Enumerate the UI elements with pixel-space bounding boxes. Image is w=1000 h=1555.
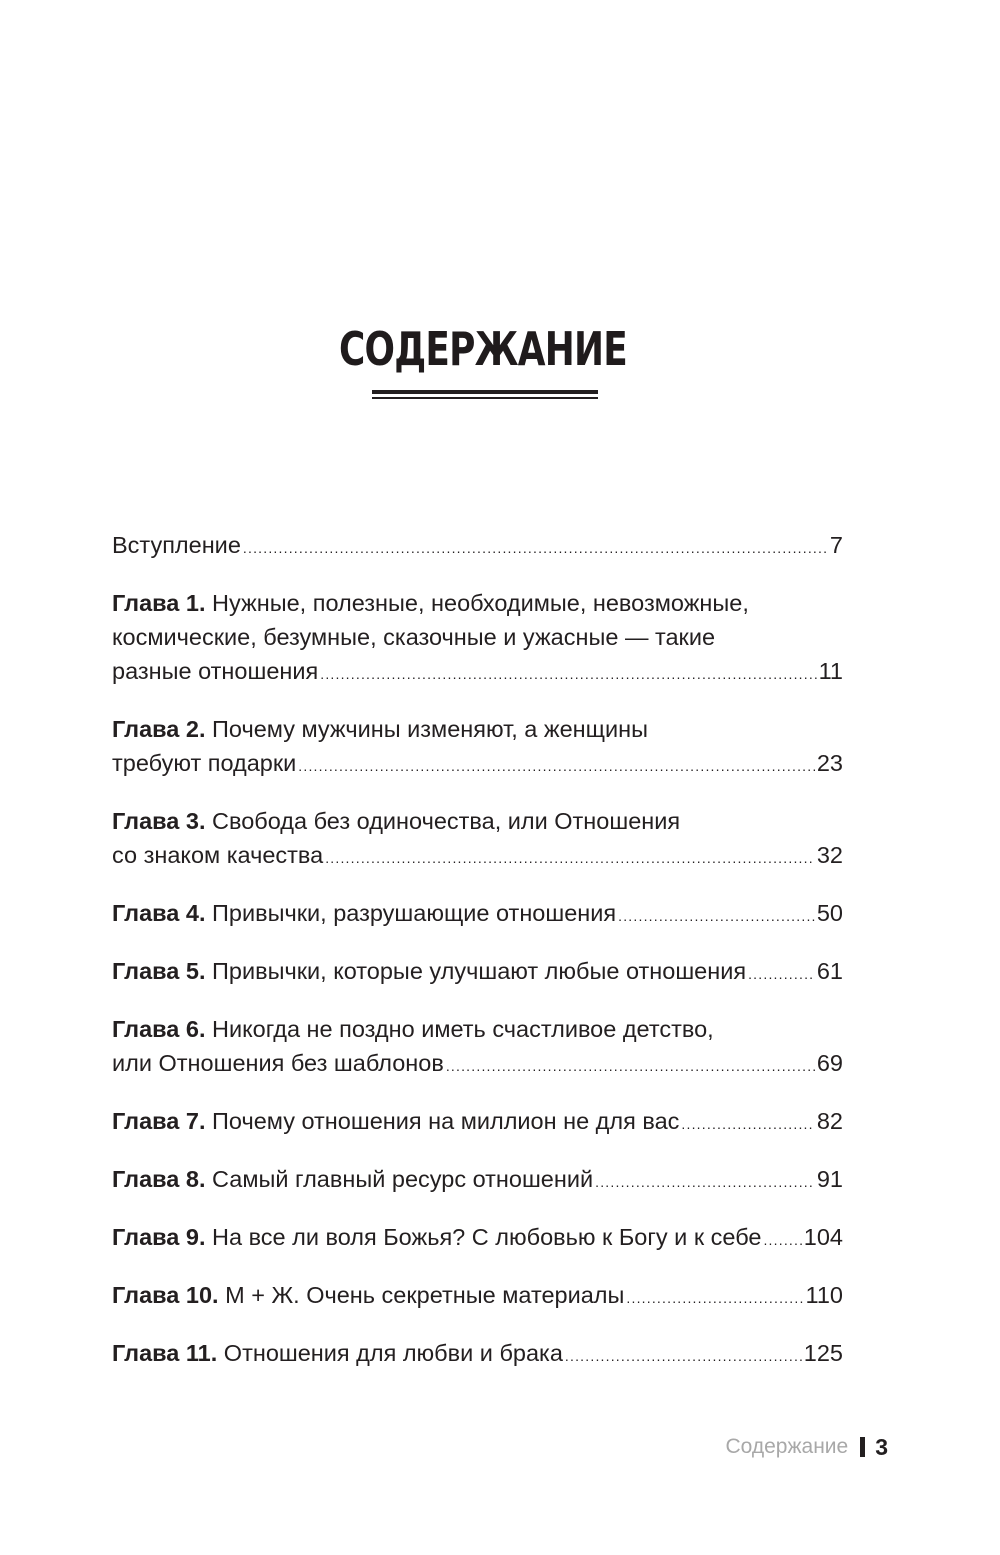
toc-page-number: 61 — [816, 958, 843, 984]
chapter-title: со знаком качества — [112, 842, 324, 868]
toc-entry[interactable] — [112, 1162, 843, 1196]
chapter-label: Глава 6. — [112, 1016, 206, 1042]
page-title: СОДЕРЖАНИЕ — [338, 322, 628, 376]
title-underline — [372, 390, 598, 400]
toc-line-text — [112, 1278, 624, 1312]
toc-entry[interactable] — [112, 1104, 843, 1138]
toc-page-number: 7 — [829, 532, 843, 558]
dot-leader — [243, 531, 828, 565]
toc-page-number: 82 — [816, 1108, 843, 1134]
chapter-title: требуют подарки — [112, 750, 297, 776]
toc-line — [112, 1046, 843, 1080]
toc-entry[interactable] — [112, 954, 843, 988]
chapter-label: Глава 1. — [112, 590, 206, 616]
toc-page-number: 125 — [803, 1340, 843, 1366]
toc-page-number: 104 — [803, 1224, 843, 1250]
chapter-title: Нужные, полезные, необходимые, невозможные, — [212, 590, 749, 616]
toc-line — [112, 1220, 843, 1254]
chapter-label: Глава 7. — [112, 1108, 206, 1134]
chapter-title: Свобода без одиночества, или Отношения — [212, 808, 681, 834]
toc-line — [112, 1162, 843, 1196]
toc-line-text — [112, 654, 318, 688]
page-number: 3 — [875, 1433, 888, 1460]
toc-entry[interactable] — [112, 586, 843, 688]
toc-line-text — [112, 1220, 761, 1254]
toc-line — [112, 954, 843, 988]
toc-line-text — [112, 620, 715, 654]
toc-page-number: 50 — [816, 900, 843, 926]
toc-line-text — [112, 528, 241, 562]
dot-leader — [446, 1049, 815, 1083]
toc-line-text — [112, 1012, 714, 1046]
toc-line — [112, 586, 843, 620]
toc-line-text — [112, 838, 323, 872]
toc-line-text — [112, 896, 616, 930]
toc-page-number: 11 — [818, 658, 843, 684]
toc-line-text — [112, 586, 749, 620]
dot-leader — [748, 957, 815, 991]
chapter-label: Глава 10. — [112, 1282, 219, 1308]
dot-leader — [618, 899, 815, 933]
chapter-title: Вступление — [112, 532, 241, 558]
toc-page-number: 110 — [805, 1282, 843, 1308]
toc-line — [112, 838, 843, 872]
chapter-label: Глава 5. — [112, 958, 206, 984]
dot-leader — [320, 657, 816, 691]
chapter-label: Глава 11. — [112, 1340, 218, 1366]
toc-line — [112, 620, 843, 654]
toc-line — [112, 804, 843, 838]
chapter-title: Почему мужчины изменяют, а женщины — [212, 716, 648, 742]
toc-entry[interactable] — [112, 528, 843, 562]
toc-line — [112, 654, 843, 688]
dot-leader — [325, 841, 815, 875]
toc-line-text — [112, 1046, 444, 1080]
footer-divider — [860, 1437, 865, 1457]
toc-line — [112, 1278, 843, 1312]
toc-line — [112, 1012, 843, 1046]
toc-page-number: 91 — [816, 1166, 843, 1192]
toc-entry[interactable] — [112, 896, 843, 930]
chapter-title: Отношения для любви и брака — [223, 1340, 563, 1366]
page-footer — [725, 1430, 888, 1464]
dot-leader — [626, 1281, 803, 1315]
toc-line-text — [112, 954, 746, 988]
dot-leader — [595, 1165, 815, 1199]
toc-page-number: 69 — [816, 1050, 843, 1076]
toc-line-text — [112, 1336, 563, 1370]
toc-line-text — [112, 712, 648, 746]
table-of-contents — [112, 528, 843, 1370]
toc-line — [112, 746, 843, 780]
toc-line-text — [112, 1104, 679, 1138]
toc-page-number: 32 — [816, 842, 843, 868]
chapter-title: разные отношения — [112, 658, 319, 684]
chapter-label: Глава 9. — [112, 1224, 206, 1250]
chapter-title: или Отношения без шаблонов — [112, 1050, 444, 1076]
chapter-title: Никогда не поздно иметь счастливое детство, — [212, 1016, 714, 1042]
chapter-label: Глава 3. — [112, 808, 206, 834]
toc-line — [112, 712, 843, 746]
chapter-title: Привычки, разрушающие отношения — [212, 900, 617, 926]
chapter-title: Почему отношения на миллион не для вас — [212, 1108, 680, 1134]
chapter-title: М + Ж. Очень секретные материалы — [225, 1282, 625, 1308]
toc-line-text — [112, 1162, 593, 1196]
dot-leader — [681, 1107, 814, 1141]
toc-entry[interactable] — [112, 804, 843, 872]
chapter-label: Глава 8. — [112, 1166, 206, 1192]
chapter-label: Глава 4. — [112, 900, 206, 926]
chapter-label: Глава 2. — [112, 716, 206, 742]
toc-entry[interactable] — [112, 1220, 843, 1254]
dot-leader — [298, 749, 815, 783]
toc-line — [112, 1104, 843, 1138]
toc-line — [112, 896, 843, 930]
running-footer-section: Содержание — [725, 1435, 849, 1458]
chapter-title: космические, безумные, сказочные и ужасные — такие — [112, 624, 716, 650]
toc-line — [112, 528, 843, 562]
chapter-title: Самый главный ресурс отношений — [212, 1166, 594, 1192]
title-underline-thick — [372, 390, 598, 394]
dot-leader — [763, 1223, 801, 1257]
chapter-title: Привычки, которые улучшают любые отношения — [212, 958, 747, 984]
toc-line — [112, 1336, 843, 1370]
toc-entry[interactable] — [112, 1336, 843, 1370]
chapter-title: На все ли воля Божья? С любовью к Богу и к себе — [212, 1224, 762, 1250]
toc-page-number: 23 — [816, 750, 843, 776]
dot-leader — [565, 1339, 802, 1373]
toc-entry[interactable] — [112, 1012, 843, 1080]
toc-line-text — [112, 804, 680, 838]
toc-line-text — [112, 746, 296, 780]
toc-entry[interactable] — [112, 1278, 843, 1312]
title-underline-thin — [372, 397, 598, 399]
toc-entry[interactable] — [112, 712, 843, 780]
